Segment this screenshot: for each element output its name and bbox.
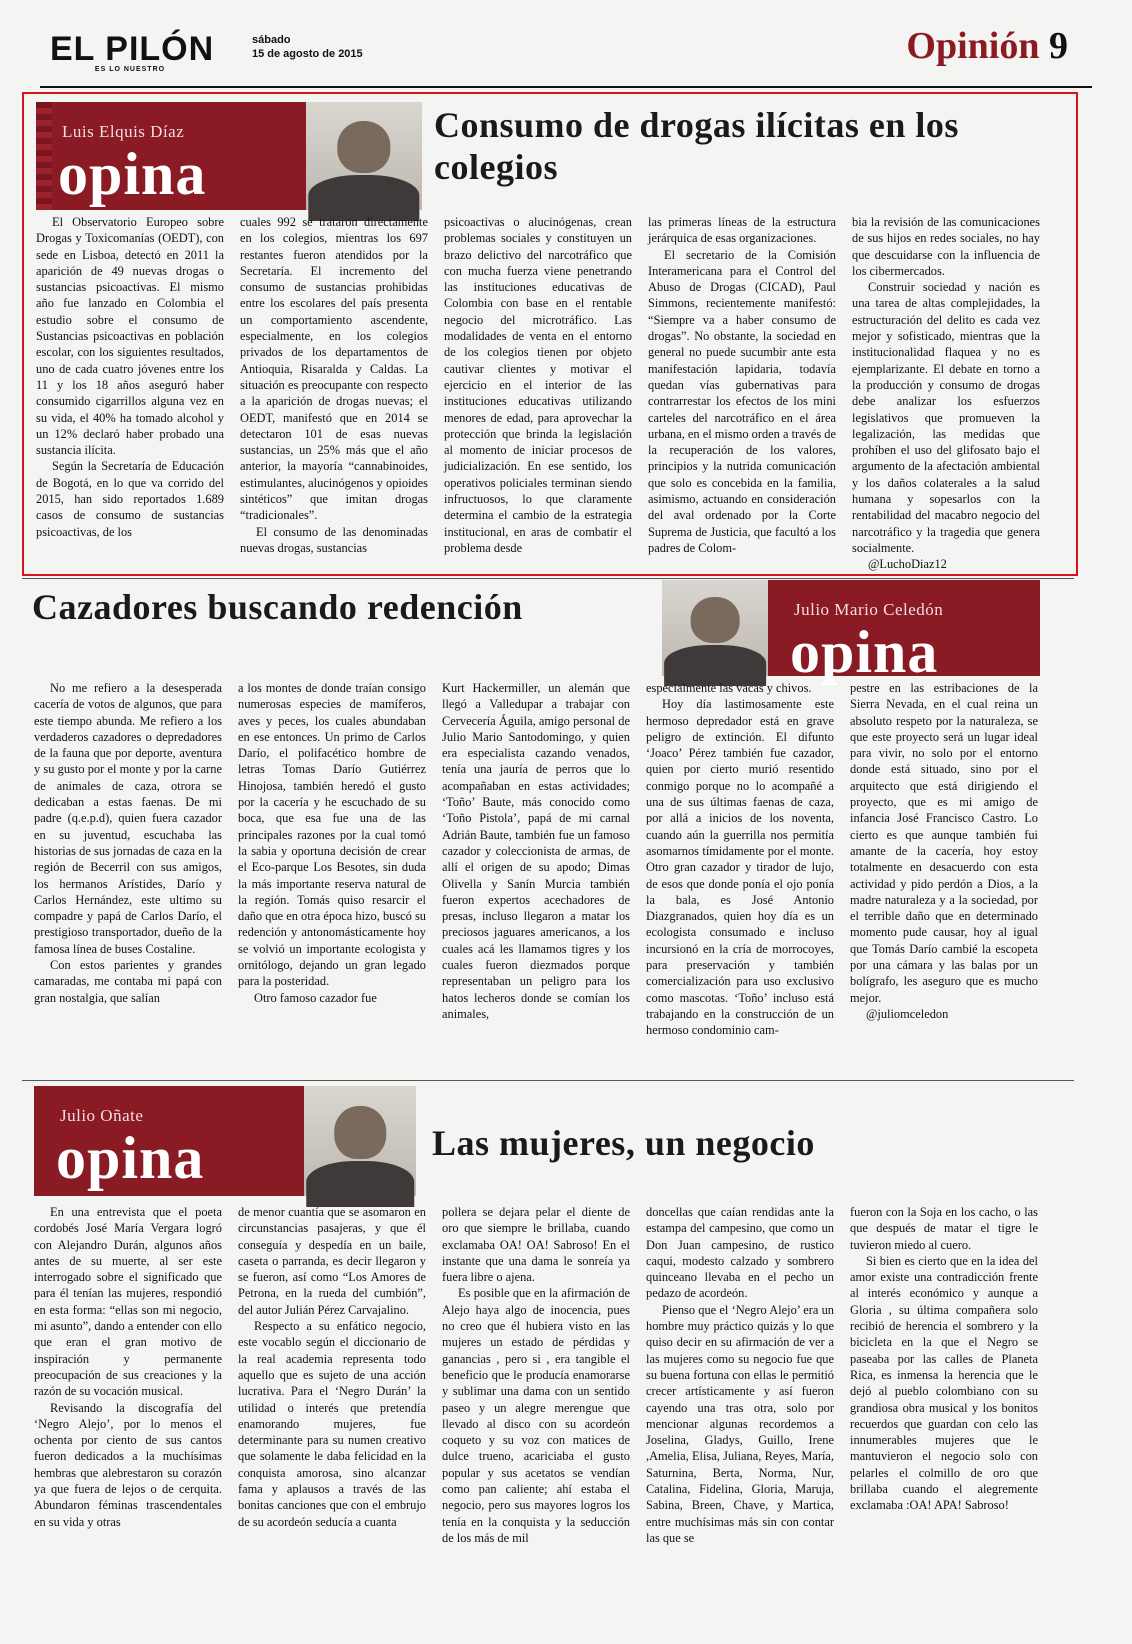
author-handle[interactable]: @juliomceledon bbox=[866, 1006, 949, 1021]
paragraph: Si bien es cierto que en la idea del amor existe una contradicción frente al interés económico y aunque a Gloria , su última compañera solo recibió de herencia el sombrero y la bicicleta en la que el Negro se paseaba por las calles de Planeta Rica, es inmensa la herencia que le dejó al pueblo colombiano con su grandiosa obra musical y los bonitos recuerdos que guardan con celo las innumerables mujeres que le mantuvieron el negocio solo con pelarles el colmillo de oro que brillaba cuando el alegremente exclamaba :OA! APA! Sabroso! bbox=[850, 1253, 1038, 1513]
paragraph: Revisando la discografía del ‘Negro Alejo’, por lo menos el ochenta por ciento de sus cantos fueron dedicados a la muchísimas hembras que alebrestaron su corazón ya que fuera de lejos o de cerquita. Abundaron féminas trascendentales en su vida y otras bbox=[34, 1400, 222, 1529]
article-cazadores bbox=[22, 580, 1074, 1070]
issue-date bbox=[252, 33, 363, 61]
article-column bbox=[34, 680, 222, 1055]
paragraph: psicoactivas o alucinógenas, crean problemas sociales y constituyen un brazo delictivo del narcotráfico que con mucha fuerza viene penetrando las instituciones educativas de Colombia con base en el rentable negocio del microtráfico. Las modalidades de venta en el entorno de los colegios tienen por objeto cautivar clientes y motivar el ejercicio en el interior de las instituciones educativas utilizando menores de edad, para aprovechar la protección que brinda la legislación al momento de iniciar procesos de judicialización. En ese sentido, los operativos policiales terminan siendo infructuosos, lo que claramente determina el cambio de la estrategia institucional, en aras de combatir el problema desde bbox=[444, 215, 632, 555]
article-headline: Consumo de drogas ilícitas en los colegios bbox=[434, 105, 959, 187]
article-drogas bbox=[22, 92, 1078, 576]
article-column bbox=[444, 214, 632, 555]
article-column bbox=[852, 214, 1040, 572]
article-column bbox=[238, 680, 426, 1055]
article-column bbox=[850, 680, 1038, 1055]
author-name: Luis Elquis Díaz bbox=[62, 122, 185, 141]
paragraph: bia la revisión de las comunicaciones de sus hijos en redes sociales, no hay que descuidarse con la influencia de los cibermercados. bbox=[852, 215, 1040, 278]
paragraph: En una entrevista que el poeta cordobés José María Vergara logró con Alejandro Durán, algunos años antes de su muerte, al ser este interrogado sobre el significado que para él tenían las mujeres, respondió en esta forma: “ellas son mi negocio, mi asunto”, dando a entender con ello que eran el gran motivo de inspiración y permanente preocupación de sus creaciones y la razón de su vocación musical. bbox=[34, 1205, 222, 1399]
paragraph: pollera se dejara pelar el diente de oro que siempre le brillaba, cuando exclamaba OA! OA! Sabroso! En el instante que una dama le sonreía ya fuera libre o ajena. bbox=[442, 1205, 630, 1285]
issue-day: sábado bbox=[252, 34, 291, 46]
paragraph: de menor cuantía que se asomaron en circunstancias pasajeras, y que él conseguía y despedía en un baile, caseta o parranda, es decir llegaron y se fueron, así como “Los Amores de Petrona, en la rueda del cumbión”, del autor Julián Pérez Carvajalino. bbox=[238, 1205, 426, 1317]
article-headline: Las mujeres, un negocio bbox=[432, 1123, 815, 1163]
opina-label: opina bbox=[58, 141, 207, 207]
paragraph: cuales 992 se trataron directamente en los colegios, mientras los 697 restantes fueron atendidos por la Secretaría. El incremento del consumo de sustancias prohibidas entre los escolares del país presenta un comportamiento ascendente, especialmente, en los colegios privados de los departamentos de Antioquia, Risaralda y Caldas. La situación es preocupante con respecto a la aparición de drogas nuevas; el OEDT, manifestó que en 2014 se detectaron 101 de esas nuevas sustancias, un 25% más que el año anterior, la mayoría “cannabinoides, estimulantes, alucinógenos y opioides sintéticos” que imitan drogas “tradicionales”. bbox=[240, 215, 428, 523]
article-column bbox=[238, 1204, 426, 1544]
paragraph: No me refiero a la desesperada cacería de votos de algunos, que para este tiempo abunda. Me refiero a los verdaderos cazadores o depredadores de la fauna que por deporte, aventura y su gusto por el monte y por la carne de animales de caza, otrora se dedicaban a estas faenas. De mi padre (q.e.p.d), quien fuera cazador en su juventud, escuchaba las historias de sus jornadas de caza en la región de Becerril con sus amigos, los hermanos Arístides, Darío y Carlos Hernández, este ultimo su compadre y papá de Carlos Darío, el prestigioso transportador, dueño de la famosa línea de buses Costaline. bbox=[34, 681, 222, 956]
photo-head-shape bbox=[334, 1106, 386, 1159]
paragraph: pestre en las estribaciones de la Sierra Nevada, en el cual reina un absoluto respeto por la naturaleza, se que este proyecto será un lugar ideal para vivir, no solo por el entorno donde está situado, sino por el arquitecto que está dirigiendo el proyecto, que es mi amigo de infancia José Francisco Castro. Lo cierto es que aunque también fui amante de la cacería, hoy estoy totalmente en desacuerdo con esta actividad y pido perdón a Dios, a la madre naturaleza y a la sociedad, por el terrible daño que en determinado momento pude causar, hoy al igual que Tomás Darío cambié la escopeta por una cámara y las balas por un bolígrafo, les aseguro que es mucho mejor. bbox=[850, 681, 1038, 1005]
paragraph: El consumo de las denominadas nuevas drogas, sustancias bbox=[240, 524, 428, 555]
section-divider bbox=[22, 578, 1074, 579]
paragraph: especialmente las vacas y chivos. bbox=[646, 681, 812, 695]
newspaper-logo[interactable] bbox=[50, 32, 240, 73]
article-column bbox=[850, 1204, 1038, 1544]
logo-tagline: ES LO NUESTRO bbox=[94, 66, 166, 73]
header-divider bbox=[40, 86, 1092, 88]
paragraph: Otro famoso cazador fue bbox=[254, 990, 377, 1005]
article-body bbox=[34, 680, 1038, 1055]
paragraph: Pienso que el ‘Negro Alejo’ era un hombre muy práctico quizás y lo que quiso decir en su afirmación de ver a las mujeres como su negocio fue que su buena fortuna con ellas le permitió crecer artísticamente y así fueron cayendo una tras otra, solo por mencionar algunas recordemos a Joselina, Gladys, Guillo, Irene ,Amelia, Elisa, Juliana, Reyes, María, Saturnina, Berta, Norma, Nur, Catalina, Fidelina, Gloria, Maruja, Sabina, Breen, Chave, y Martica, entre muchísimas más sin con contar las que se bbox=[646, 1302, 834, 1545]
paragraph: Según la Secretaría de Educación de Bogotá, en lo que va corrido del 2015, han sido reportados 1.689 casos de consumo de sustancias psicoactivas, de los bbox=[36, 459, 224, 539]
paragraph: fueron con la Soja en los cacho, o las que después de matar el tigre le tuvieron miedo al cuero. bbox=[850, 1205, 1038, 1252]
paragraph: Es posible que en la afirmación de Alejo haya algo de inocencia, pues no creo que él hubiera visto en las mujeres un estado de pérdidas y ganancias , pero si , era tangible el beneficio que le producía enamorarse y sublimar una dama con un sentido paseo y un alegre merengue que llevado al disco con su acordeón coqueto y su voz con matices de dulce trueno, acariciaba el gusto popular y sus acetatos se vendían como pan caliente; ahí estaba el negocio, pero sus mayores logros los tenía en la conquista y la seducción de los más de mil bbox=[442, 1286, 630, 1545]
paragraph: Construir sociedad y nación es una tarea de altas complejidades, la estructuración del delito es cada vez mejor y sofisticado, mientras que la institucionalidad flaquea y no es ejemplarizante. El debate en torno a la producción y consumo de drogas debe analizar los esfuerzos legislativos que promueven la legalización, las medidas que prohíben el uso del glifosato bajo el argumento de la afectación ambiental y los daños colaterales a la salud humana y sopesarlos con la rentabilidad del macabro negocio del narcotráfico y la tragedia que genera socialmente. bbox=[852, 280, 1040, 555]
article-column bbox=[240, 214, 428, 555]
photo-head-shape bbox=[691, 597, 740, 643]
section-divider bbox=[22, 1080, 1074, 1081]
article-column bbox=[442, 680, 630, 1055]
masthead bbox=[40, 22, 1090, 82]
article-column bbox=[646, 1204, 834, 1544]
paragraph: las primeras líneas de la estructura jerárquica de esas organizaciones. bbox=[648, 215, 836, 246]
article-headline: Cazadores buscando redención bbox=[32, 587, 523, 627]
author-photo bbox=[662, 580, 768, 676]
issue-full-date: 15 de agosto de 2015 bbox=[252, 48, 363, 60]
paragraph: a los montes de donde traían consigo numerosas especies de mamíferos, aves y peces, los cuales abundaban en ese entonces. Un primo de Carlos Darío, el polifacético hombre de letras Tomas Darío Gutiérrez Hinojosa, también heredó el gusto por la cacería y he escuchado de su boca, que esa fue una de las principales razones por la cual tomó la sabia y oportuna decisión de crear el Eco-parque Los Besotes, sin duda la más importante reserva natural de la región. Tomás quiso resarcir el daño que en otra época hizo, buscó su redención y antonomásticamente hoy se volvió un importante ecologista y ornitólogo, dejando un gran legado para la posteridad. bbox=[238, 681, 426, 989]
article-column bbox=[646, 680, 834, 1055]
logo-text: EL PILÓN bbox=[50, 30, 215, 68]
article-body bbox=[36, 214, 1040, 572]
photo-torso-shape bbox=[306, 1161, 414, 1207]
article-column bbox=[648, 214, 836, 555]
photo-head-shape bbox=[337, 121, 390, 173]
banner-decoration bbox=[36, 102, 52, 210]
paragraph: Respecto a su enfático negocio, este vocablo según el diccionario de la real academia representa todo aquello que es sujeto de una acción lucrativa. Para el ‘Negro Durán’ la utilidad o interés que pretendía enamorando mujeres, fue determinante para su numen creativo que solamente le daba felicidad en la conquista amorosa, sino alcanzar fama y aplausos a través de las bonitas canciones que con el embrujo de su acordeón seducía a cuanta bbox=[238, 1319, 426, 1529]
page-number: 9 bbox=[1049, 25, 1068, 67]
paragraph: doncellas que caían rendidas ante la estampa del campesino, que como un Don Juan campesino, de rustico caqui, modesto calzado y sombrero quinceano llevaba en el pecho un pedazo de acordeón. bbox=[646, 1205, 834, 1301]
article-body bbox=[34, 1204, 1038, 1544]
author-photo bbox=[306, 102, 422, 210]
opinion-banner bbox=[36, 102, 306, 210]
article-column bbox=[36, 214, 224, 544]
opinion-banner bbox=[768, 580, 1040, 685]
section-name: Opinión bbox=[906, 25, 1040, 67]
opinion-banner bbox=[34, 1086, 304, 1196]
paragraph: El Observatorio Europeo sobre Drogas y Toxicomanías (OEDT), con sede en Lisboa, detectó en 2011 la aparición de 49 nuevas drogas o sustancias psicoactivas. El mismo año fue lanzado en Colombia el estudio sobre el consumo de Sustancias psicoactivas en población escolar, con los siguientes resultados, uno de cada cuatro jóvenes entre los 11 y los 18 años aseguró haber consumido cigarrillos alguna vez en su vida, el 40% ha tomado alcohol y un 12% declaró haber probado una sustancia ilícita. bbox=[36, 215, 224, 458]
paragraph: Kurt Hackermiller, un alemán que llegó a Valledupar a trabajar con Cervecería Águila, amigo personal de Julio Mario Santodomingo, y quien era especialista cazando venados, tenía una jauría de perros que lo acompañaban en estas actividades; ‘Toño’ Baute, más conocido como ‘Toño Pistola’, papá de mi carnal Adrián Baute, también fue un famoso cazador y coleccionista de armas, de allí el origen de su apodo; Dimas Olivella y Sanín Murcia también fueron expertos acechadores de presas, incluso llegaron a matar los preciosos jaguares americanos, a los cuales acá les llamamos tigres y los cuales fueron diezmados porque representaban un peligro para los hatos lecheros donde se comían los animales, bbox=[442, 681, 630, 1021]
author-handle[interactable]: @LuchoDiaz12 bbox=[868, 557, 947, 572]
section-title bbox=[906, 24, 1068, 68]
paragraph: El secretario de la Comisión Interamericana para el Control del Abuso de Drogas (CICAD), Paul Simmons, recientemente manifestó: “Siempre va a haber consumo de drogas”. No obstante, la sociedad en general no puede sucumbir ante esta manifestación lapidaria, todavía quedan vías gubernativas para contrarrestar los efectos de los mini carteles del narcotráfico en el área urbana, en el mismo orden a través de la recuperación de los valores, principios y la nutrida comunicación que solo es concebida en la familia, asimismo, actuando en consideración del aval ordenado por la Corte Suprema de Justicia, que facultó a los padres de Colom- bbox=[648, 247, 836, 555]
author-photo bbox=[304, 1086, 416, 1196]
opina-label: opina bbox=[56, 1125, 205, 1191]
article-mujeres bbox=[22, 1086, 1074, 1556]
opina-label: opina bbox=[790, 619, 939, 685]
author-name: Julio Mario Celedón bbox=[794, 600, 944, 619]
article-column bbox=[34, 1204, 222, 1544]
article-column bbox=[442, 1204, 630, 1544]
author-name: Julio Oñate bbox=[60, 1106, 144, 1125]
paragraph: Con estos parientes y grandes camaradas, me contaba mi papá con gran nostalgia, que salían bbox=[34, 958, 222, 1005]
paragraph: Hoy día lastimosamente este hermoso depredador está en grave peligro de extinción. El difunto ‘Joaco’ Pérez también fue cazador, quien por cierto murió resentido conmigo porque no lo acompañé a una de sus últimas faenas de caza, por allá a inicios de los noventa, cuando aún la guerrilla nos permitía asomarnos tímidamente por el monte. Otro gran cazador y tirador de lujo, de esos que donde ponía el ojo ponía la bala, es José Antonio Diazgranados, quien hoy día es un ecologista consumado e incluso incursionó en la cría de morrocoyes, para preservación y también comercialización para uso exclusivo como mascotas. ‘Toño’ incluso está trabajando en la construcción de un hermoso condominio cam- bbox=[646, 697, 834, 1038]
